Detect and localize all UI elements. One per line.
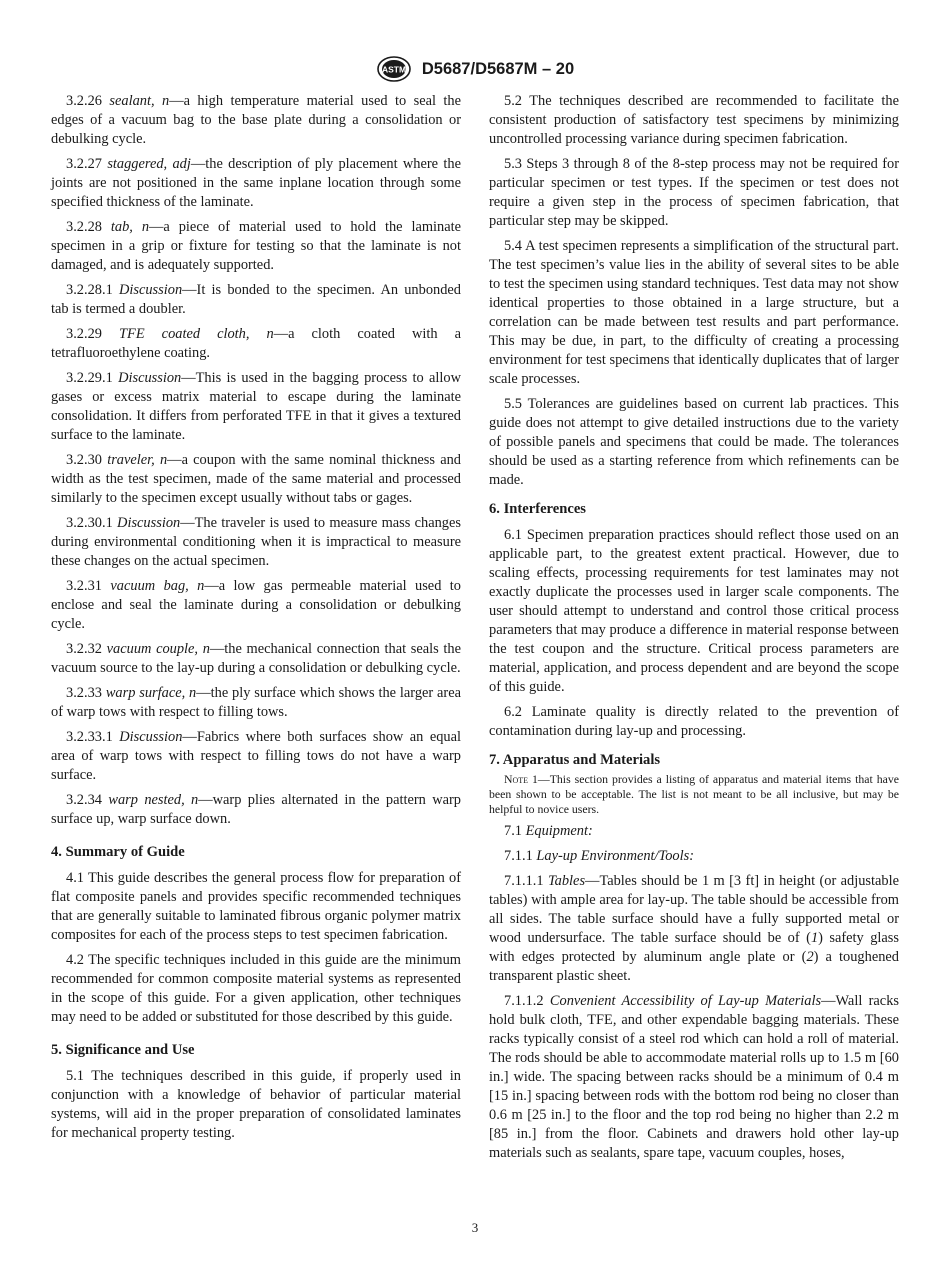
paragraph-4-2: 4.2 The specific techniques included in this guide are the minimum recommended for common composite material systems as represented in the scope of this guide. For a given application, other techniques may need to be added or substituted for those described by this guide. <box>51 952 461 1025</box>
astm-logo-icon <box>376 55 412 83</box>
section-6-heading: 6. Interferences <box>489 501 586 517</box>
discussion-3-2-29-1: 3.2.29.1 Discussion—This is used in the bagging process to allow gases or excess matrix material to escape during the laminate consolidation. It differs from perforated TFE in that it gives a textured surface to the laminate. <box>51 370 461 443</box>
left-column <box>51 92 461 1149</box>
paragraph-7-1-1-2: 7.1.1.2 Convenient Accessibility of Lay-up Materials—Wall racks hold bulk cloth, TFE, and other expendable bagging materials. These racks typically consist of a steel rod which can hold a roll of material. The rods should be able to accommodate material rolls up to 1.5 m [60 in.] wide. The spacing between racks should be a minimum of 0.4 m [15 in.] spacing between rods with the bottom rod being no closer than 0.6 m [25 in.] to the floor and the top rod being no higher than 2.2 m [85 in.] from the floor. Cabinets and drawers hold other lay-up materials such as sealants, spare tape, vacuum couples, hoses, <box>489 993 899 1161</box>
paragraph-5-3: 5.3 Steps 3 through 8 of the 8-step process may not be required for particular specimen or test types. If the specimen or test does not require a given step in the process of specimen fabrication, that particular step may be skipped. <box>489 156 899 229</box>
paragraph-7-1-1: 7.1.1 Lay-up Environment/Tools: <box>504 848 695 864</box>
paragraph-5-2: 5.2 The techniques described are recommended to facilitate the consistent production of satisfactory test specimens by minimizing uncontrolled processing variance during specimen fabrication. <box>489 93 899 147</box>
paragraph-6-2: 6.2 Laminate quality is directly related to the prevention of contamination during lay-up and processing. <box>489 704 899 739</box>
paragraph-4-1: 4.1 This guide describes the general process flow for preparation of flat composite panels and provides specific recommended techniques that are generally suitable to laminated fibrous organic polymer matrix composites for each of the process steps to test specimen fabrication. <box>51 870 461 943</box>
document-designation: D5687/D5687M – 20 <box>421 59 575 78</box>
discussion-3-2-28-1: 3.2.28.1 Discussion—It is bonded to the specimen. An unbonded tab is termed a doubler. <box>51 282 461 317</box>
definition-3-2-33: 3.2.33 warp surface, n—the ply surface which shows the larger area of warp tows with respect to filling tows. <box>51 685 461 720</box>
definition-3-2-26: 3.2.26 sealant, n—a high temperature material used to seal the edges of a vacuum bag to the base plate during a consolidation or debulking cycle. <box>51 93 461 147</box>
section-4-heading: 4. Summary of Guide <box>51 844 185 860</box>
right-column <box>489 92 899 1169</box>
page-number: 3 <box>471 1220 479 1235</box>
paragraph-7-1-1-1: 7.1.1.1 Tables—Tables should be 1 m [3 ft] in height (or adjustable tables) with ample area for lay-up. The table should be accessible from all sides. The table surface should have a fully supported metal or wood undersurface. The table surface should be of (1) safety glass with edges protected by aluminum angle plate or (2) a toughened transparent plastic sheet. <box>489 873 899 984</box>
section-7-heading: 7. Apparatus and Materials <box>489 752 661 768</box>
page-header <box>0 55 950 83</box>
discussion-3-2-30-1: 3.2.30.1 Discussion—The traveler is used to measure mass changes during environmental conditioning when it is impractical to measure these changes on the actual specimen. <box>51 515 461 569</box>
definition-3-2-34: 3.2.34 warp nested, n—warp plies alternated in the pattern warp surface up, warp surface down. <box>51 792 461 827</box>
section-5-heading: 5. Significance and Use <box>51 1042 195 1058</box>
paragraph-5-5: 5.5 Tolerances are guidelines based on current lab practices. This guide does not attempt to give detailed instructions due to the variety of possible panels and specimens that could be made. The tolerances should be used as a starting reference from which refinements can be made. <box>489 396 899 488</box>
definition-3-2-29: 3.2.29 TFE coated cloth, n—a cloth coated with a tetrafluoroethylene coating. <box>51 326 461 361</box>
definition-3-2-31: 3.2.31 vacuum bag, n—a low gas permeable material used to enclose and seal the laminate during a consolidation or debulking cycle. <box>51 578 461 632</box>
definition-3-2-28: 3.2.28 tab, n—a piece of material used to hold the laminate specimen in a grip or fixture for testing so that the laminate is not damaged, and is adequately supported. <box>51 219 461 273</box>
definition-3-2-27: 3.2.27 staggered, adj—the description of ply placement where the joints are not positioned in the same inplane location through some specified thickness of the laminate. <box>51 156 461 210</box>
discussion-3-2-33-1: 3.2.33.1 Discussion—Fabrics where both surfaces show an equal area of warp tows with respect to filling tows do not have a warp surface. <box>51 729 461 783</box>
definition-3-2-32: 3.2.32 vacuum couple, n—the mechanical connection that seals the vacuum source to the lay-up during a consolidation or debulking cycle. <box>51 641 461 676</box>
paragraph-5-4: 5.4 A test specimen represents a simplification of the structural part. The test specimen’s value lies in the ability of several sites to be able to test the specimen using standard techniques. Test data may not show identical properties to those obtained in a large structure, but a correlation can be made between test results and part performance. This may be due, in part, to the difficulty of creating a processing environment for test specimens that identically duplicates that of larger scale processes. <box>489 238 899 387</box>
definition-3-2-30: 3.2.30 traveler, n—a coupon with the same nominal thickness and width as the test specimen, made of the same material and processed similarly to the specimen except usually without tabs or gages. <box>51 452 461 506</box>
paragraph-5-1: 5.1 The techniques described in this guide, if properly used in conjunction with a knowledge of behavior of particular material systems, will aid in the proper preparation of consolidated laminates for mechanical property testing. <box>51 1068 461 1141</box>
paragraph-7-1: 7.1 Equipment: <box>504 823 593 839</box>
astm-logo-text: ASTM <box>381 64 406 75</box>
note-1: Note 1—This section provides a listing of apparatus and material items that have been shown to be acceptable. The list is not meant to be all inclusive, but may be helpful to novice users. <box>489 772 899 816</box>
paragraph-6-1: 6.1 Specimen preparation practices should reflect those used on an applicable part, to the greatest extent practical. However, due to scaling effects, processing requirements for test laminates may not exactly duplicate the processes used in larger scale components. The user should attempt to understand and control those critical process parameters that may produce a difference in material response between the test coupon and the structure. Critical process parameters are material, application, and process dependent and are beyond the scope of this guide. <box>489 527 899 695</box>
